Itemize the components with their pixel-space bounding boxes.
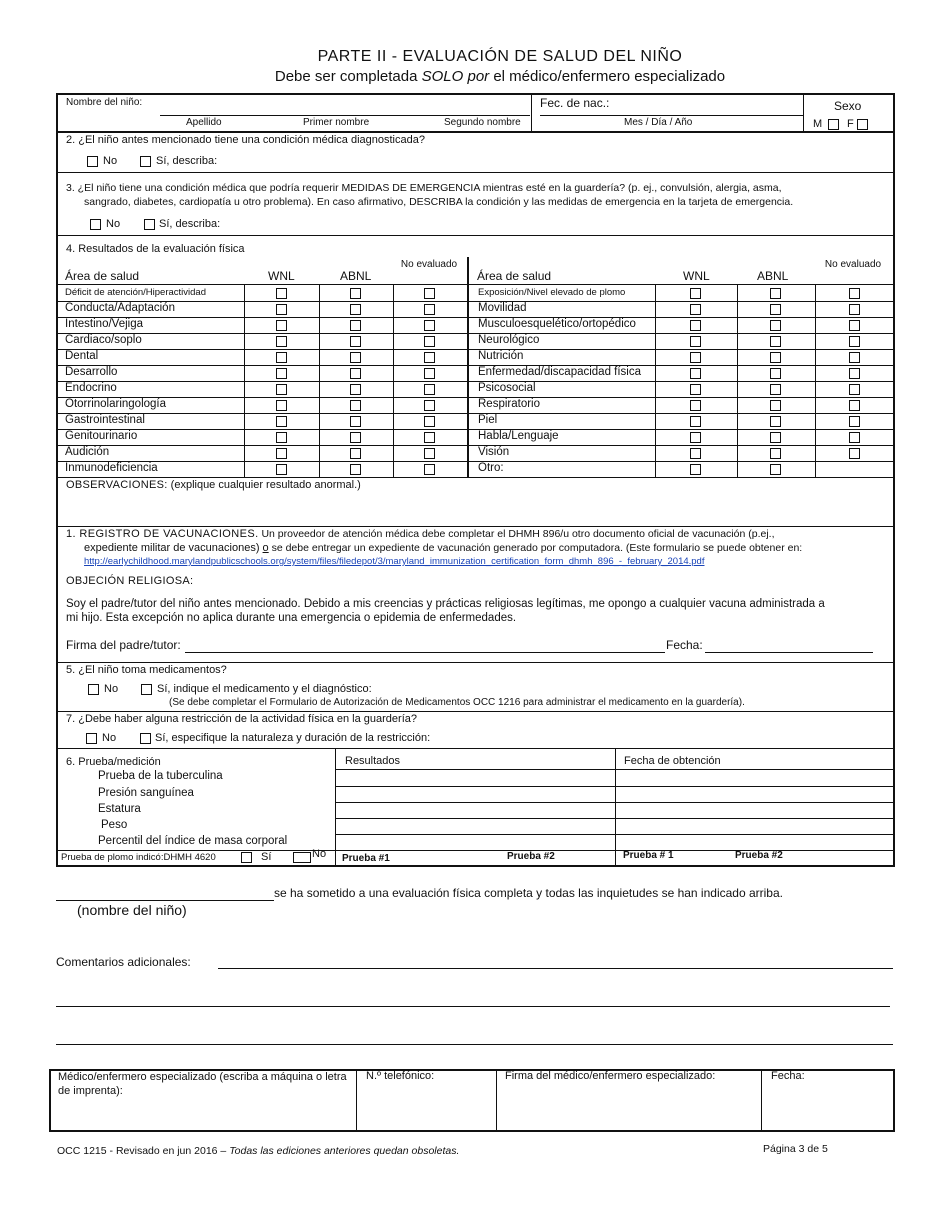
q6-row-label: Prueba de la tuberculina: [98, 770, 223, 782]
right-wnl-checkbox[interactable]: [690, 320, 701, 331]
right-area-label: Exposición/Nivel elevado de plomo: [478, 287, 626, 298]
subtitle-before: Debe ser completada: [274, 68, 422, 85]
left-wnl-checkbox[interactable]: [276, 368, 287, 379]
right-ne-header: No evaluado: [824, 259, 882, 270]
footer-code: [57, 1145, 459, 1157]
left-not-evaluated-checkbox[interactable]: [424, 320, 435, 331]
left-wnl-checkbox[interactable]: [276, 352, 287, 363]
provider-date-label: Fecha:: [771, 1070, 805, 1082]
left-area-label: Gastrointestinal: [65, 414, 145, 426]
right-wnl-header: WNL: [683, 269, 710, 283]
left-area-label: Conducta/Adaptación: [65, 302, 175, 314]
right-area-label: Otro:: [478, 462, 504, 474]
q5-no-checkbox[interactable]: [88, 684, 99, 695]
observations-input[interactable]: [66, 494, 886, 524]
left-abnl-checkbox[interactable]: [350, 464, 361, 475]
right-wnl-checkbox[interactable]: [690, 336, 701, 347]
q3-yes-checkbox[interactable]: [144, 219, 155, 230]
right-abnl-checkbox[interactable]: [770, 288, 781, 299]
q3-line1: 3. ¿El niño tiene una condición médica que podría requerir MEDIDAS DE EMERGENCIA mientras esté en la guardería? (p. ej., convulsión, alergia, asma,: [66, 182, 782, 194]
right-area-label: Respiratorio: [478, 398, 540, 410]
q6-results-input[interactable]: [337, 770, 613, 785]
lead-yes-checkbox[interactable]: [241, 852, 252, 863]
dob-label: Fec. de nac.:: [540, 96, 610, 110]
parent-signature-input[interactable]: [185, 636, 663, 652]
left-not-evaluated-checkbox[interactable]: [424, 368, 435, 379]
comments-input-line3[interactable]: [56, 1028, 893, 1044]
right-area-label: Movilidad: [478, 302, 527, 314]
sex-m-label: M: [813, 118, 823, 130]
first-name-caption: Primer nombre: [303, 117, 370, 128]
immunization-text1: Un proveedor de atención médica debe completar el DHMH 896/u otro documento oficial de vacunación (p.ej.,: [258, 528, 775, 540]
child-name-input[interactable]: [160, 95, 530, 115]
left-wnl-checkbox[interactable]: [276, 304, 287, 315]
right-area-label: Habla/Lenguaje: [478, 430, 559, 442]
q7-yes-checkbox[interactable]: [140, 733, 151, 744]
left-area-label: Inmunodeficiencia: [65, 462, 158, 474]
right-not-evaluated-checkbox[interactable]: [849, 448, 860, 459]
result-test1: Prueba #1: [342, 853, 390, 864]
left-not-evaluated-checkbox[interactable]: [424, 304, 435, 315]
right-wnl-checkbox[interactable]: [690, 368, 701, 379]
right-abnl-header: ABNL: [757, 269, 789, 283]
right-not-evaluated-checkbox[interactable]: [849, 432, 860, 443]
q6-date-input[interactable]: [617, 803, 892, 818]
left-abnl-checkbox[interactable]: [350, 336, 361, 347]
q6-row-label: Presión sanguínea: [98, 787, 194, 799]
religious-line1: Soy el padre/tutor del niño antes mencionado. Debido a mis creencias y prácticas religiosas legítimas, me opongo a cualquier vacuna administrada a: [66, 598, 825, 610]
dob-input[interactable]: [610, 95, 800, 115]
date-test2: Prueba #2: [735, 850, 783, 861]
q6-date-input[interactable]: [617, 835, 892, 850]
footer-code-text: OCC 1215 - Revisado en jun 2016 –: [57, 1145, 230, 1157]
right-not-evaluated-checkbox[interactable]: [849, 416, 860, 427]
right-wnl-checkbox[interactable]: [690, 304, 701, 315]
left-abnl-checkbox[interactable]: [350, 432, 361, 443]
right-not-evaluated-checkbox[interactable]: [849, 336, 860, 347]
right-abnl-checkbox[interactable]: [770, 384, 781, 395]
left-not-evaluated-checkbox[interactable]: [424, 352, 435, 363]
left-wnl-checkbox[interactable]: [276, 288, 287, 299]
left-not-evaluated-checkbox[interactable]: [424, 288, 435, 299]
provider-date-input[interactable]: [763, 1086, 893, 1130]
right-abnl-checkbox[interactable]: [770, 336, 781, 347]
left-area-label: Desarrollo: [65, 366, 118, 378]
left-not-evaluated-checkbox[interactable]: [424, 336, 435, 347]
q6-results-header: Resultados: [345, 755, 401, 767]
left-not-evaluated-checkbox[interactable]: [424, 464, 435, 475]
observations: [66, 479, 361, 491]
right-abnl-checkbox[interactable]: [770, 304, 781, 315]
left-wnl-checkbox[interactable]: [276, 336, 287, 347]
right-abnl-checkbox[interactable]: [770, 416, 781, 427]
left-not-evaluated-checkbox[interactable]: [424, 432, 435, 443]
right-area-label: Psicosocial: [478, 382, 536, 394]
last-name-caption: Apellido: [186, 117, 222, 128]
q5-no-label: No: [104, 683, 119, 695]
right-wnl-checkbox[interactable]: [690, 416, 701, 427]
q7-no-checkbox[interactable]: [86, 733, 97, 744]
right-not-evaluated-checkbox[interactable]: [849, 352, 860, 363]
date-test1: Prueba # 1: [623, 850, 674, 861]
immunization-text2b: se debe entregar un expediente de vacunación generado por computadora. (Este formulario se puede obtener en:: [268, 542, 803, 554]
lead-no-checkbox[interactable]: [293, 852, 311, 863]
q7-yes-label: Sí, especifique la naturaleza y duración de la restricción:: [155, 732, 431, 744]
lead-test-label: Prueba de plomo indicó:DHMH 4620: [61, 852, 216, 863]
left-not-evaluated-checkbox[interactable]: [424, 400, 435, 411]
sex-label: Sexo: [834, 99, 862, 113]
q6-results-input[interactable]: [337, 803, 613, 818]
right-abnl-checkbox[interactable]: [770, 400, 781, 411]
right-wnl-checkbox[interactable]: [690, 448, 701, 459]
right-area-label: Enfermedad/discapacidad física: [478, 366, 642, 378]
right-not-evaluated-checkbox[interactable]: [849, 320, 860, 331]
q3-line2: sangrado, diabetes, cardiopatía u otro problema). En caso afirmativo, DESCRIBA la condición y las medidas de emergencia en la tarjeta de emergencia.: [84, 196, 794, 208]
comments-input-line2[interactable]: [56, 990, 890, 1006]
q2-no-label: No: [103, 155, 118, 167]
q6-row-label: Peso: [101, 819, 128, 831]
right-area-label: Visión: [478, 446, 510, 458]
q3-yes-label: Sí, describa:: [159, 218, 221, 230]
comments-label: Comentarios adicionales:: [56, 955, 191, 969]
left-abnl-checkbox[interactable]: [350, 320, 361, 331]
left-abnl-header: ABNL: [340, 269, 372, 283]
left-wnl-checkbox[interactable]: [276, 400, 287, 411]
left-abnl-checkbox[interactable]: [350, 416, 361, 427]
lead-no-label: No: [312, 848, 327, 860]
left-area-label: Cardiaco/soplo: [65, 334, 142, 346]
right-not-evaluated-checkbox[interactable]: [849, 288, 860, 299]
child-name-label: Nombre del niño:: [66, 97, 143, 108]
immunization-or: o: [262, 542, 269, 554]
left-area-label: Endocrino: [65, 382, 117, 394]
q2-no-checkbox[interactable]: [87, 156, 98, 167]
left-not-evaluated-checkbox[interactable]: [424, 384, 435, 395]
right-wnl-checkbox[interactable]: [690, 352, 701, 363]
lead-yes-label: Sí: [261, 851, 272, 863]
q6-date-header: Fecha de obtención: [624, 755, 721, 767]
parent-date-input[interactable]: [705, 636, 873, 652]
q5-note: (Se debe completar el Formulario de Autorización de Medicamentos OCC 1216 para administrar el medicamento en la guardería).: [169, 697, 745, 708]
subtitle-emphasis: SOLO por: [421, 68, 490, 85]
right-not-evaluated-checkbox[interactable]: [849, 368, 860, 379]
footer-note: Todas las ediciones anteriores quedan obsoletas.: [229, 1145, 460, 1157]
q3-no-checkbox[interactable]: [90, 219, 101, 230]
phone-input[interactable]: [358, 1086, 495, 1130]
provider-signature-input[interactable]: [498, 1086, 760, 1130]
left-abnl-checkbox[interactable]: [350, 304, 361, 315]
left-area-label: Otorrinolaringología: [65, 398, 167, 410]
sex-f-label: F: [847, 118, 854, 130]
child-name-statement-input[interactable]: [56, 884, 273, 900]
left-area-label: Audición: [65, 446, 110, 458]
q6-results-input[interactable]: [337, 787, 613, 802]
right-wnl-checkbox[interactable]: [690, 400, 701, 411]
left-wnl-checkbox[interactable]: [276, 416, 287, 427]
second-name-caption: Segundo nombre: [444, 117, 521, 128]
left-not-evaluated-checkbox[interactable]: [424, 448, 435, 459]
sex-f-checkbox[interactable]: [857, 119, 868, 130]
provider-name-input[interactable]: [51, 1100, 355, 1130]
q6-row-label: Estatura: [98, 803, 141, 815]
provider-signature-label: Firma del médico/enfermero especializado:: [505, 1070, 716, 1082]
right-wnl-checkbox[interactable]: [690, 288, 701, 299]
q6-results-input[interactable]: [337, 835, 613, 850]
right-not-evaluated-checkbox[interactable]: [849, 384, 860, 395]
right-abnl-checkbox[interactable]: [770, 432, 781, 443]
q5-text: 5. ¿El niño toma medicamentos?: [66, 664, 227, 676]
immunization-form-link[interactable]: http://earlychildhood.marylandpublicschools.org/system/files/filedepot/3/maryland_immunization_certification_form_dhmh_896_-_february_2014.pdf: [84, 556, 705, 567]
right-not-evaluated-checkbox[interactable]: [849, 400, 860, 411]
provider-name-label: Médico/enfermero especializado (escriba a máquina o letra de imprenta):: [58, 1071, 347, 1097]
q6-test-header: 6. Prueba/medición: [66, 756, 161, 768]
q5-yes-checkbox[interactable]: [141, 684, 152, 695]
left-abnl-checkbox[interactable]: [350, 400, 361, 411]
q6-date-input[interactable]: [617, 770, 892, 785]
left-abnl-checkbox[interactable]: [350, 384, 361, 395]
right-abnl-checkbox[interactable]: [770, 448, 781, 459]
left-ne-header: No evaluado: [400, 259, 458, 270]
left-abnl-checkbox[interactable]: [350, 368, 361, 379]
right-wnl-checkbox[interactable]: [690, 464, 701, 475]
page-number: Página 3 de 5: [763, 1143, 828, 1155]
q3-no-label: No: [106, 218, 121, 230]
right-area-label: Nutrición: [478, 350, 524, 362]
statement-text: se ha sometido a una evaluación física completa y todas las inquietudes se han indicado arriba.: [274, 886, 783, 900]
observations-label: OBSERVACIONES:: [66, 479, 168, 491]
left-area-label: Intestino/Vejiga: [65, 318, 144, 330]
child-name-caption: (nombre del niño): [77, 902, 187, 918]
right-not-evaluated-checkbox[interactable]: [849, 304, 860, 315]
left-wnl-checkbox[interactable]: [276, 464, 287, 475]
sex-m-checkbox[interactable]: [828, 119, 839, 130]
right-area-header: Área de salud: [477, 269, 552, 283]
left-area-label: Dental: [65, 350, 99, 362]
subtitle-after: el médico/enfermero especializado: [489, 68, 726, 85]
religious-title: OBJECIÓN RELIGIOSA:: [66, 575, 194, 587]
left-area-label: Déficit de atención/Hiperactividad: [65, 287, 206, 298]
q2-text: 2. ¿El niño antes mencionado tiene una condición médica diagnosticada?: [66, 134, 425, 146]
parent-date-label: Fecha:: [666, 638, 703, 652]
phone-label: N.º telefónico:: [366, 1070, 435, 1082]
immunization-text2a: expediente militar de vacunaciones): [84, 542, 263, 554]
dob-format: Mes / Día / Año: [624, 117, 693, 128]
left-area-label: Genitourinario: [65, 430, 138, 442]
right-area-label: Musculoesquelético/ortopédico: [478, 318, 636, 330]
right-abnl-checkbox[interactable]: [770, 320, 781, 331]
left-abnl-checkbox[interactable]: [350, 288, 361, 299]
left-area-header: Área de salud: [65, 269, 140, 283]
immunization-line2: [84, 542, 802, 554]
left-wnl-checkbox[interactable]: [276, 448, 287, 459]
right-abnl-checkbox[interactable]: [770, 368, 781, 379]
q5-yes-label: Sí, indique el medicamento y el diagnóstico:: [157, 683, 372, 695]
comments-input-line1[interactable]: [218, 952, 893, 968]
left-wnl-checkbox[interactable]: [276, 320, 287, 331]
q6-results-input[interactable]: [337, 819, 613, 834]
religious-line2: mi hijo. Esta excepción no aplica durante una emergencia o epidemia de enfermedades.: [66, 612, 517, 624]
left-abnl-checkbox[interactable]: [350, 352, 361, 363]
page-subtitle: [0, 68, 950, 85]
right-wnl-checkbox[interactable]: [690, 384, 701, 395]
left-wnl-header: WNL: [268, 269, 295, 283]
q7-no-label: No: [102, 732, 117, 744]
left-wnl-checkbox[interactable]: [276, 432, 287, 443]
right-abnl-checkbox[interactable]: [770, 464, 781, 475]
left-abnl-checkbox[interactable]: [350, 448, 361, 459]
right-area-label: Piel: [478, 414, 498, 426]
q2-yes-label: Sí, describa:: [156, 155, 218, 167]
q4-title: 4. Resultados de la evaluación física: [66, 243, 245, 255]
q7-text: 7. ¿Debe haber alguna restricción de la actividad física en la guardería?: [66, 713, 417, 725]
q6-date-input[interactable]: [617, 819, 892, 834]
result-test2: Prueba #2: [507, 851, 555, 862]
right-wnl-checkbox[interactable]: [690, 432, 701, 443]
right-area-label: Neurológico: [478, 334, 540, 346]
immunization-line1: [66, 528, 775, 540]
parent-signature-label: Firma del padre/tutor:: [66, 638, 181, 652]
left-wnl-checkbox[interactable]: [276, 384, 287, 395]
left-not-evaluated-checkbox[interactable]: [424, 416, 435, 427]
page-title: PARTE II - EVALUACIÓN DE SALUD DEL NIÑO: [317, 48, 683, 65]
q6-row-label: Percentil del índice de masa corporal: [98, 835, 288, 847]
right-abnl-checkbox[interactable]: [770, 352, 781, 363]
q6-date-input[interactable]: [617, 787, 892, 802]
observations-hint: (explique cualquier resultado anormal.): [167, 479, 361, 491]
immunization-title: 1. REGISTRO DE VACUNACIONES.: [66, 528, 259, 540]
q2-yes-checkbox[interactable]: [140, 156, 151, 167]
